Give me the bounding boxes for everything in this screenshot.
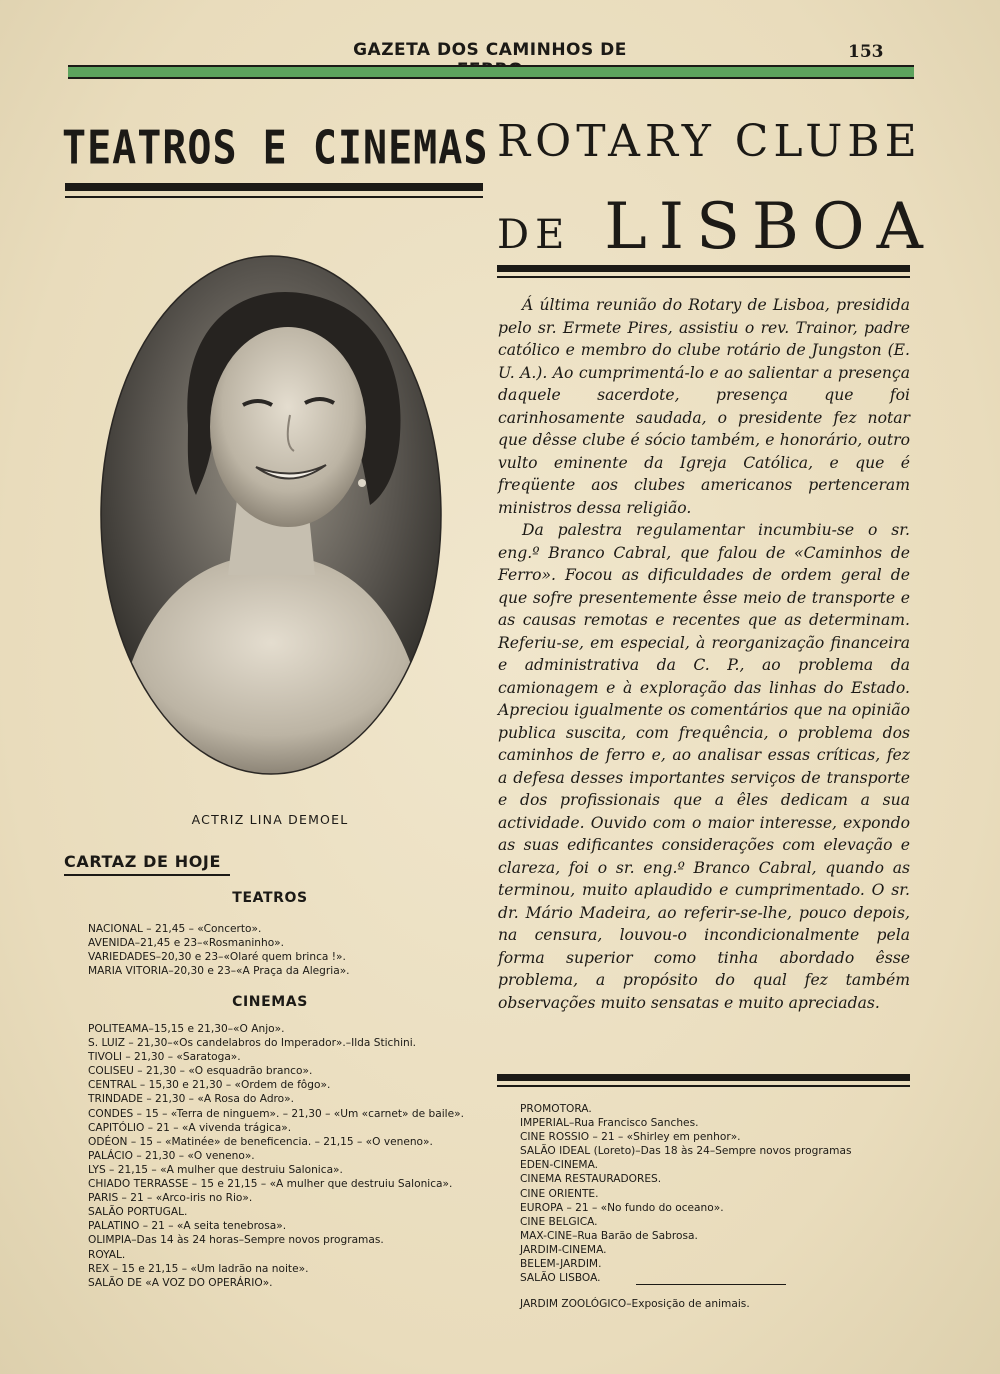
list-item: TIVOLI – 21,30 – «Saratoga». <box>88 1051 241 1064</box>
list-item: SALÃO DE «A VOZ DO OPERÁRIO». <box>88 1276 273 1289</box>
list-item: CENTRAL – 15,30 e 21,30 – «Ordem de fôgo». <box>88 1079 331 1092</box>
section-title-teatros-cinemas: TEATROS E CINEMAS <box>62 122 489 175</box>
cartaz-heading: CARTAZ DE HOJE <box>64 852 230 876</box>
list-item: PALATINO – 21 – «A seita tenebrosa». <box>88 1220 287 1233</box>
list-item: ODÉON – 15 – «Matinée» de beneficencia. – 21,15 – «O veneno». <box>88 1135 433 1148</box>
actress-portrait <box>100 255 442 775</box>
article-title-rule-thick <box>497 265 910 272</box>
publication-title: GAZETA DOS CAMINHOS DE <box>353 40 627 60</box>
list-item: IMPERIAL–Rua Francisco Sanches. <box>520 1117 699 1130</box>
list-item: SALÃO IDEAL (Loreto)–Das 18 às 24–Sempre novos programas <box>520 1145 852 1158</box>
list-item: CINE ORIENTE. <box>520 1187 599 1200</box>
divider <box>636 1284 786 1285</box>
article-title-line1: ROTARY CLUBE <box>497 116 922 167</box>
list-item: PARIS – 21 – «Arco-iris no Rio». <box>88 1192 253 1205</box>
listing-rule-thick <box>497 1074 910 1081</box>
list-item: MAX-CINE–Rua Barão de Sabrosa. <box>520 1229 698 1242</box>
list-item: VARIEDADES–20,30 e 23–«Olaré quem brinca !». <box>88 951 346 964</box>
article-title-line2 <box>497 190 935 264</box>
list-item: JARDIM-CINEMA. <box>520 1243 607 1256</box>
left-title-rule-thin <box>65 196 483 198</box>
list-item: PALÁCIO – 21,30 – «O veneno». <box>88 1149 255 1162</box>
list-item: CHIADO TERRASSE – 15 e 21,15 – «A mulher que destruiu Salonica». <box>88 1178 453 1191</box>
list-item: POLITEAMA–15,15 e 21,30–«O Anjo». <box>88 1023 285 1035</box>
article-paragraph: Á última reunião do Rotary de Lisboa, presidida pelo sr. Ermete Pires, assistiu o rev. Trainor, padre católico e membro do clube rotário de Jungston (E. U. A.). Ao cumprimentá-lo e ao salientar a presença daquele sacerdote, presença que foi carinhosamente saudada, o presidente fez notar que dêsse clube é sócio também, e honorário, outro vulto eminente da Igreja Católica, e que é freqüente aos clubes americanos pertenceram ministros dessa religião. <box>498 296 910 517</box>
list-item: CINE BELGICA. <box>520 1215 598 1228</box>
list-item: CONDES – 15 – «Terra de ninguem». – 21,30 – «Um «carnet» de baile». <box>88 1107 464 1120</box>
article-title-rule-thin <box>497 276 910 278</box>
list-item: EUROPA – 21 – «No fundo do oceano». <box>520 1201 724 1214</box>
article-body <box>498 294 910 1014</box>
cinemas-heading: CINEMAS <box>232 994 308 1010</box>
list-item: COLISEU – 21,30 – «O esquadrão branco». <box>88 1065 313 1078</box>
list-item: REX – 15 e 21,15 – «Um ladrão na noite». <box>88 1262 309 1275</box>
article-paragraph: Da palestra regulamentar incumbiu-se o sr. eng.º Branco Cabral, que falou de «Caminhos de Ferro». Focou as dificuldades de ordem geral de que sofre presentemente êsse meio de transporte e as causas remotas e recentes que as determinam. Referiu-se, em especial, à reorganização financeira e administrativa da C. P., ao problema da camionagem e à exploração das linhas do Estado. Apreciou igualmente os comentários que na opinião publica suscita, com frequência, o problema dos caminhos de ferro e, ao analisar essas críticas, fez a defesa desses importantes serviços de transporte e dos profissionais que a êles dedicam a sua actividade. Ouvido com o maior interesse, expondo as suas edificantes considerações com elevação e clareza, foi o sr. eng.º Branco Cabral, quando as terminou, muito aplaudido e cumprimentado. O sr. dr. Mário Madeira, ao referir-se-lhe, pouco depois, na censura, louvou-o incondicionalmente pela forma superior como tinha abordado êsse problema, a propósito do qual fez também observações muito sensatas e muito apreciadas. <box>498 521 910 1012</box>
list-item: BELEM-JARDIM. <box>520 1258 602 1271</box>
list-item: LYS – 21,15 – «A mulher que destruiu Salonica». <box>88 1163 343 1176</box>
list-item: EDEN-CINEMA. <box>520 1159 598 1172</box>
page-number: 153 <box>848 42 884 62</box>
list-item: MARIA VITORIA–20,30 e 23–«A Praça da Alegria». <box>88 965 350 978</box>
listing-rule-thin <box>497 1085 910 1087</box>
portrait-caption: ACTRIZ LINA DEMOEL <box>191 812 349 827</box>
list-item: TRINDADE – 21,30 – «A Rosa do Adro». <box>88 1093 294 1106</box>
list-item: SALÃO PORTUGAL. <box>88 1206 188 1219</box>
list-item: CINE ROSSIO – 21 – «Shirley em penhor». <box>520 1131 741 1144</box>
teatros-list <box>88 922 480 978</box>
article-title-de: DE <box>497 212 571 258</box>
list-item: ROYAL. <box>88 1248 126 1261</box>
article-title-lisboa: LISBOA <box>604 190 935 264</box>
list-item: CINEMA RESTAURADORES. <box>520 1173 662 1186</box>
left-title-rule-thick <box>65 183 483 191</box>
list-item: PROMOTORA. <box>520 1103 592 1115</box>
list-item: SALÃO LISBOA. <box>520 1272 601 1285</box>
list-item: AVENIDA–21,45 e 23–«Rosmaninho». <box>88 937 285 950</box>
list-item: S. LUIZ – 21,30–«Os candelabros do Imperador».–Ilda Stichini. <box>88 1037 417 1050</box>
teatros-heading: TEATROS <box>232 890 308 906</box>
list-item: OLIMPIA–Das 14 às 24 horas–Sempre novos programas. <box>88 1234 384 1247</box>
header-green-rule <box>68 65 914 79</box>
cinemas-list <box>88 1022 480 1290</box>
venues-list <box>520 1102 912 1285</box>
zoo-listing: JARDIM ZOOLÓGICO–Exposição de animais. <box>520 1298 750 1310</box>
list-item: CAPITÓLIO – 21 – «A vivenda trágica». <box>88 1121 292 1134</box>
list-item: NACIONAL – 21,45 – «Concerto». <box>88 923 262 935</box>
